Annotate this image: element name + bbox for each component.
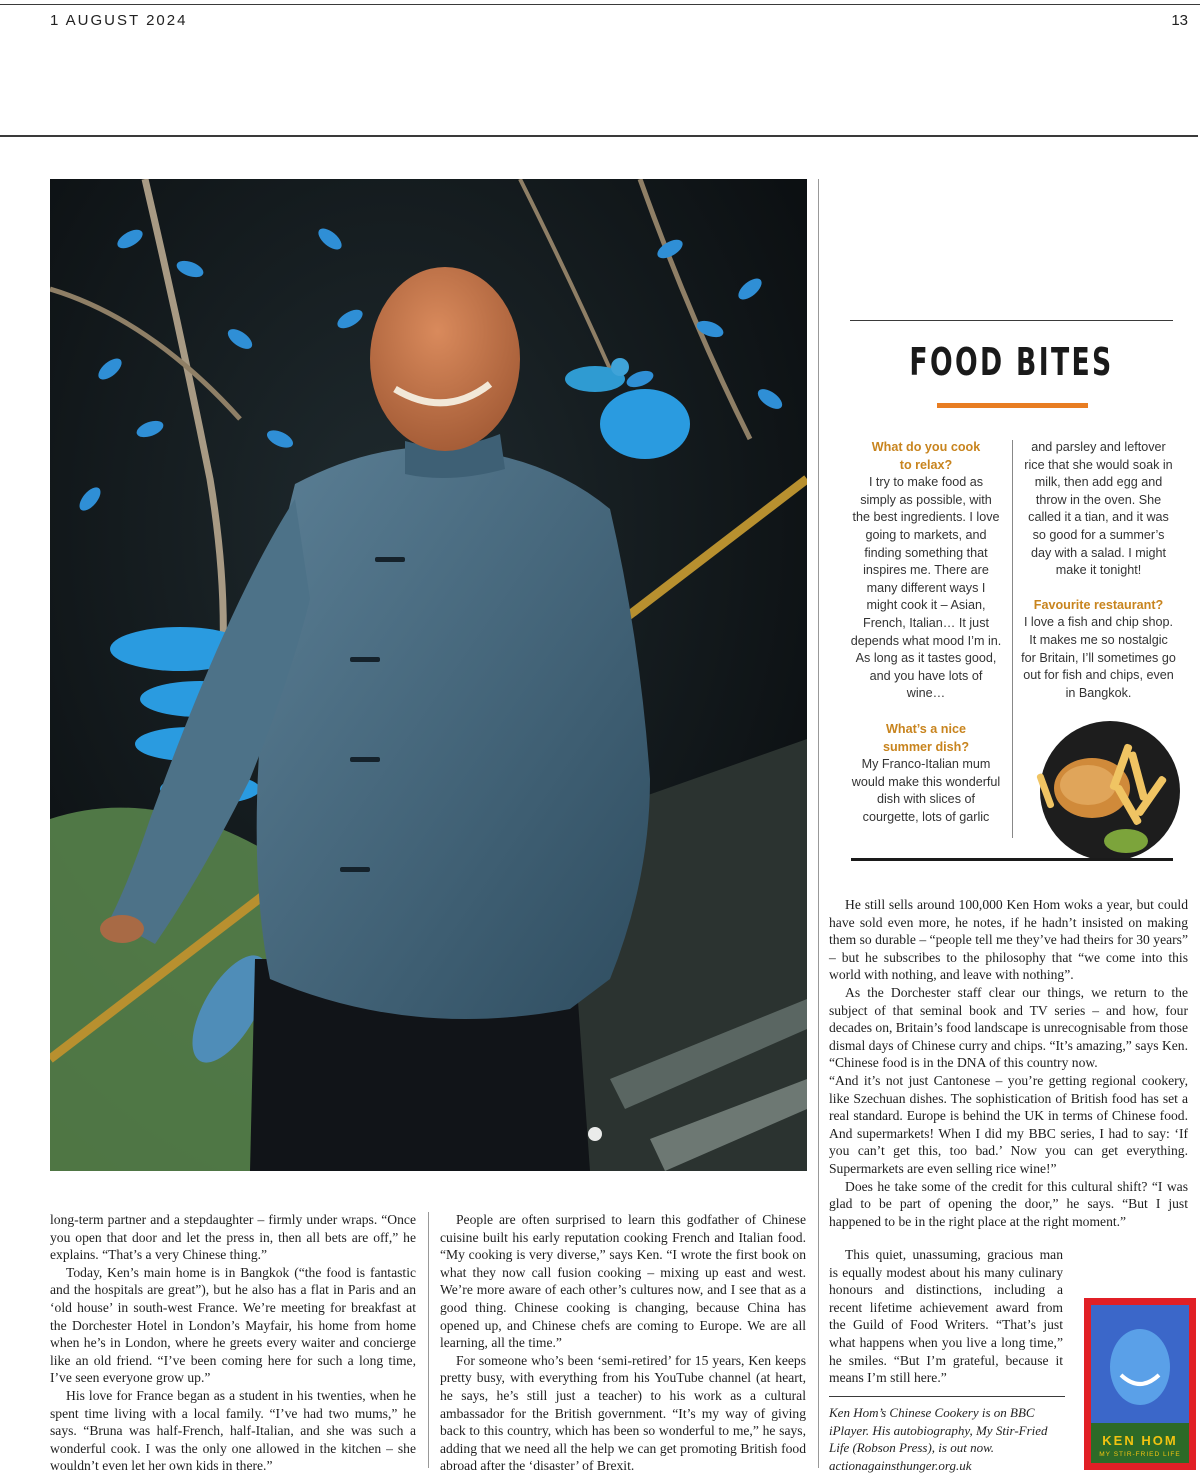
body-column-right	[829, 896, 1188, 1230]
paragraph: Today, Ken’s main home is in Bangkok (“the food is fantastic and the hospitals are great”), but he also has a flat in Paris and an ‘old house’ in south-west France. We’re meeting for breakfast at the Dorchester Hotel in London’s Mayfair, his home from home when he’s in London, where he greets every waiter and concierge like an old friend. “I’ve been coming here for such a long time, I’ve seen everyone grow up.”	[50, 1264, 416, 1386]
paragraph: Does he take some of the credit for this cultural shift? “I was glad to be part of opening the door,” he says. “But I just happened to be in the right place at the right moment.”	[829, 1178, 1188, 1229]
food-bites-accent-bar	[937, 403, 1088, 408]
food-bites-column-right	[1021, 439, 1176, 702]
food-bites-answer: I love a fish and chip shop. It makes me so nostalgic for Britain, I’ll sometimes go out for fish and chips, even in Bangkok.	[1021, 615, 1176, 700]
food-bites-answer: and parsley and leftover rice that she would soak in milk, then add egg and throw in the oven. She called it a tian, and it was so good for a summer’s day with a salad. I might make it tonight!	[1024, 440, 1173, 578]
fish-and-chips-image	[1022, 713, 1184, 863]
issue-date: 1 AUGUST 2024	[50, 12, 188, 29]
top-rule	[0, 4, 1200, 5]
column-divider	[428, 1212, 429, 1468]
book-cover-subtitle: MY STIR-FRIED LIFE	[1099, 1451, 1181, 1458]
food-bites-title: FOOD BITES	[909, 340, 1114, 384]
food-bites-top-rule	[850, 320, 1173, 321]
food-bites-answer: I try to make food as simply as possible, with the best ingredients. I love going to markets, and finding something that inspires me. There are many different ways I might cook it – Asian, French, Italian… It just depends what mood I’m in. As long as it tastes good, and you have lots of wine…	[850, 475, 1002, 701]
food-bites-answer: My Franco-Italian mum would make this wonderful dish with slices of courgette, lots of garlic	[851, 757, 1001, 824]
column-divider	[818, 179, 819, 1468]
paragraph: He still sells around 100,000 Ken Hom woks a year, but could have sold even more, he notes, if he hadn’t insisted on making them so durable – “people tell me they’ve had theirs for 30 years” – but he subscribes to the philosophy that “we come into this world with nothing, and leave with nothing”.	[829, 897, 1188, 983]
food-bites-question: What do you cook to relax?	[871, 440, 981, 472]
food-bites-divider	[1012, 440, 1013, 838]
paragraph: As the Dorchester staff clear our things, we return to the subject of that seminal book and TV series – and how, four decades on, Britain’s food landscape is unrecognisable from those dismal days of Chinese curry and chips. “It’s amazing,” says Ken. “Chinese food is in the DNA of this country now.	[829, 984, 1189, 1071]
caption-rule	[829, 1396, 1065, 1397]
food-bites-question: Favourite restaurant?	[1033, 597, 1164, 612]
paragraph: His love for France began as a student in his twenties, when he spent time living with a local family. “I’ve had two mums,” he says. “Bruna was half-French, half-Italian, and she was such a wonderful cook. I was the only one allowed in the kitchen – she wouldn’t even let her own kids in there.”	[50, 1387, 416, 1474]
body-column-left	[50, 1211, 416, 1475]
paragraph: For someone who’s been ‘semi-retired’ for 15 years, Ken keeps pretty busy, with everything from his YouTube channel (at heart, he says, he’s still just a teacher) to his work as a cultural ambassador for the British government. “It’s my way of giving back to this country, which has been so wonderful to me,” he says, adding that we need all the help we can get promoting British food abroad after the ‘disaster’ of Brexit.	[440, 1352, 806, 1474]
body-column-middle	[440, 1211, 806, 1475]
food-bites-bottom-rule	[851, 858, 1173, 861]
header-rule	[0, 135, 1198, 137]
page-number: 13	[1171, 12, 1188, 29]
book-cover	[1084, 1298, 1196, 1470]
food-bites-column-left	[850, 439, 1002, 826]
body-column-right-narrow	[829, 1246, 1063, 1387]
food-bites-question: What’s a nice summer dish?	[882, 721, 970, 754]
book-cover-title: KEN HOM	[1102, 1433, 1178, 1448]
book-caption: Ken Hom’s Chinese Cookery is on BBC iPlayer. His autobiography, My Stir-Fried Life (Robson Press), is out now. actionagainsthunger.org.uk	[829, 1405, 1048, 1473]
paragraph: People are often surprised to learn this godfather of Chinese cuisine built his early reputation cooking French and Italian food. “My cooking is very diverse,” says Ken. “I wrote the first book on what they now call fusion cooking – mixing up east and west. We’re more aware of each other’s cultures now, and I see that as a good thing. Chinese cooking is changing, because China has opened up, and Chinese chefs are coming to Europe. We are all learning, all the time.”	[440, 1212, 806, 1351]
paragraph: This quiet, unassuming, gracious man is equally modest about his many culinary honours and distinctions, including a recent lifetime achievement award from the Guild of Food Writers. “That’s just what happens when you live a long time,” he smiles. “But I’m grateful, because it means I’m still here.”	[829, 1247, 1063, 1386]
paragraph: “And it’s not just Cantonese – you’re getting regional cookery, like Szechuan dishes. The sophistication of British food has set a real standard. Europe is behind the UK in terms of Chinese food. And supermarkets! When I did my BBC series, I had to say: ‘If you can’t get this, too bad.’ Now you can get everything. Supermarkets are even selling rice wine!”	[829, 1072, 1188, 1176]
paragraph: long-term partner and a stepdaughter – firmly under wraps. “Once you open that door and let the press in, then all bets are off,” he explains. “That’s a very Chinese thing.”	[50, 1212, 416, 1263]
portrait-photo	[50, 179, 807, 1171]
